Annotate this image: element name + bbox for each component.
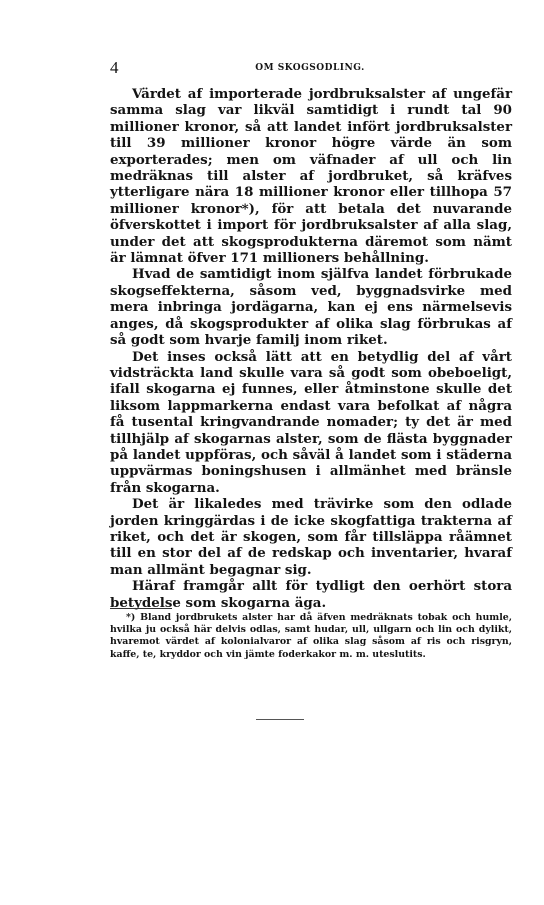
paragraph: Det inses också lätt att en betydlig del af vårt vidsträckta land skulle vara så godt som obeboeligt, ifall skogarna ej funnes, eller åtminstone skulle det liksom lappmarkerna endast vara befolkat af några få tusental kringvandrande nomader; ty det är med tillhjälp af skogarnas alster, som de flästa byggnader på landet uppföras, och såväl å landet som i städerna uppvärmas boningshusen i allmänhet med bränsle från skogarna. [110, 348, 512, 496]
page-header [110, 58, 510, 80]
footnote [110, 612, 512, 661]
body-text [110, 86, 512, 611]
end-rule [256, 719, 304, 720]
paragraph: Värdet af importerade jordbruksalster af ungefär samma slag var likväl samtidigt i rundt tal 90 millioner kronor, så att landet infört jordbruksalster till 39 millioner kronor högre värde än som exporterades; men om väfnader af ull och lin medräknas till alster af jordbruket, så kräfves ytterligare nära 18 millioner kronor eller tillhopa 57 millioner kronor*), för att betala det nuvarande öfverskottet i import för jordbruksalster af alla slag, under det att skogsprodukterna däremot som nämt är lämnat öfver 171 millioners behållning. [110, 86, 512, 267]
paragraph: Det är likaledes med trävirke som den odlade jorden kringgärdas i de icke skogfattiga trakterna af riket, och det är skogen, som får tillsläppa råämnet till en stor del af de redskap och inventarier, hvaraf man allmänt begagnar sig. [110, 496, 512, 578]
paragraph: Hvad de samtidigt inom själfva landet förbrukade skogseffekterna, såsom ved, byggnadsvirke med mera inbringa jordägarna, kan ej ens närmelsevis anges, då skogsprodukter af olika slag förbrukas af så godt som hvarje familj inom riket. [110, 266, 512, 349]
paragraph: Häraf framgår allt för tydligt den oerhört stora betydelse som skogarna äga. [110, 578, 512, 611]
page-number: 4 [110, 58, 119, 77]
footnote-divider [110, 608, 172, 609]
running-head: OM SKOGSODLING. [255, 63, 365, 73]
footnote-text: *) Bland jordbrukets alster har då äfven medräknats tobak och humle, hvilka ju också här delvis odlas, samt hudar, ull, ullgarn och lin och dylikt, hvaremot värdet af kolonialvaror af olika slag såsom af ris och risgryn, kaffe, te, kryddor och vin jämte foderkakor m. m. uteslutits. [110, 612, 512, 660]
